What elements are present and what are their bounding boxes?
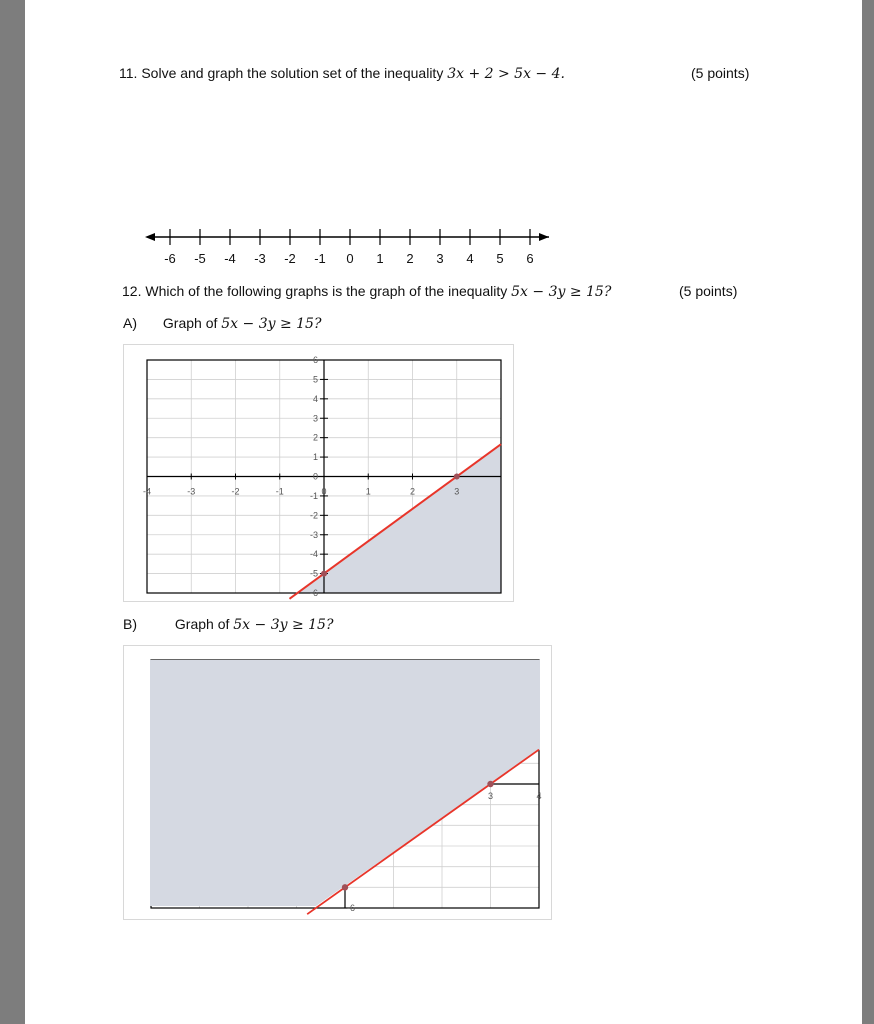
graph-b-x-tick-label: 3 [487, 791, 494, 801]
graph-a-y-tick-label: -2 [309, 510, 318, 521]
graph-b-frame [123, 645, 552, 920]
graph-a-y-tick-label: -4 [309, 549, 318, 560]
option-a-caption [123, 315, 321, 332]
number-line [145, 225, 555, 271]
question-11-points: (5 points) [691, 65, 750, 81]
graph-a-y-tick-label: 1 [312, 452, 318, 463]
question-12 [122, 283, 611, 300]
option-a-caption-text: Graph of [162, 315, 218, 331]
number-line-tick-label: -1 [314, 251, 326, 266]
question-11 [119, 65, 565, 82]
question-12-points: (5 points) [679, 283, 738, 299]
option-b-letter: B) [123, 616, 137, 632]
graph-a-y-tick-label: 6 [312, 355, 318, 365]
graph-b-shaded-region [150, 660, 540, 906]
graph-a-x-tick-label: -2 [231, 486, 240, 497]
number-line-tick-label: 0 [346, 251, 354, 266]
number-line-tick-label: 6 [526, 251, 534, 266]
worksheet-page [25, 0, 862, 1024]
number-line-right-arrow [539, 233, 549, 241]
number-line-left-arrow [145, 233, 155, 241]
graph-a-frame [123, 344, 514, 602]
number-line-tick-label: -5 [194, 251, 206, 266]
graph-a-x-tick-label: 2 [409, 486, 416, 497]
graph-a-point [454, 474, 460, 480]
graph-a-x-tick-label: 0 [321, 486, 327, 497]
graph-a-y-tick-label: 4 [312, 393, 318, 404]
question-12-math: 5x − 3y ≥ 15? [511, 284, 612, 300]
option-b-caption [123, 616, 333, 633]
number-line-tick-label: -4 [224, 251, 236, 266]
graph-a-y-tick-label: -5 [309, 568, 318, 579]
number-line-tick-label: 1 [376, 251, 384, 266]
graph-a-y-tick-label: 2 [312, 432, 318, 443]
graph-b-point [342, 884, 348, 890]
number-line-tick-label: 4 [466, 251, 474, 266]
graph-a-y-tick-label: -1 [309, 490, 318, 501]
graph-b-point [487, 781, 493, 787]
number-line-tick-label: 3 [436, 251, 444, 266]
graph-b-y-tick-label: -6 [346, 903, 356, 913]
graph-b [124, 646, 551, 919]
graph-a-x-tick-label: -4 [142, 486, 152, 497]
graph-a-y-tick-label: -3 [309, 529, 318, 540]
graph-a-x-tick-label: -1 [275, 486, 284, 497]
graph-a-x-tick-label: -3 [187, 486, 196, 497]
option-b-caption-text: Graph of [174, 616, 230, 632]
graph-a-y-tick-label: -6 [309, 588, 318, 598]
number-line-tick-label: -6 [164, 251, 176, 266]
graph-a-x-tick-label: 1 [365, 486, 371, 497]
option-a-caption-math: 5x − 3y ≥ 15? [221, 316, 322, 332]
number-line-tick-label: 2 [406, 251, 414, 266]
number-line-tick-label: -3 [254, 251, 266, 266]
graph-a-point [321, 571, 327, 577]
graph-a-y-tick-label: 3 [312, 413, 318, 424]
question-12-text: Which of the following graphs is the graph of the inequality [145, 283, 508, 299]
question-12-number: 12. [122, 283, 142, 299]
graph-b-x-tick-label: 4 [536, 791, 542, 801]
graph-a-x-tick-label: 3 [454, 486, 460, 497]
graph-a-y-tick-label: 5 [312, 374, 318, 385]
graph-a-y-tick-label: 0 [312, 471, 318, 482]
question-11-math: 3x + 2 > 5x − 4. [447, 66, 565, 82]
number-line-tick-label: 5 [496, 251, 504, 266]
option-b-caption-math: 5x − 3y ≥ 15? [233, 617, 334, 633]
number-line-tick-label: -2 [284, 251, 296, 266]
option-a-letter: A) [123, 315, 137, 331]
question-11-text: Solve and graph the solution set of the inequality [141, 65, 444, 81]
graph-a [124, 345, 513, 601]
question-11-number: 11. [119, 65, 138, 81]
number-line-ticks [164, 229, 533, 266]
